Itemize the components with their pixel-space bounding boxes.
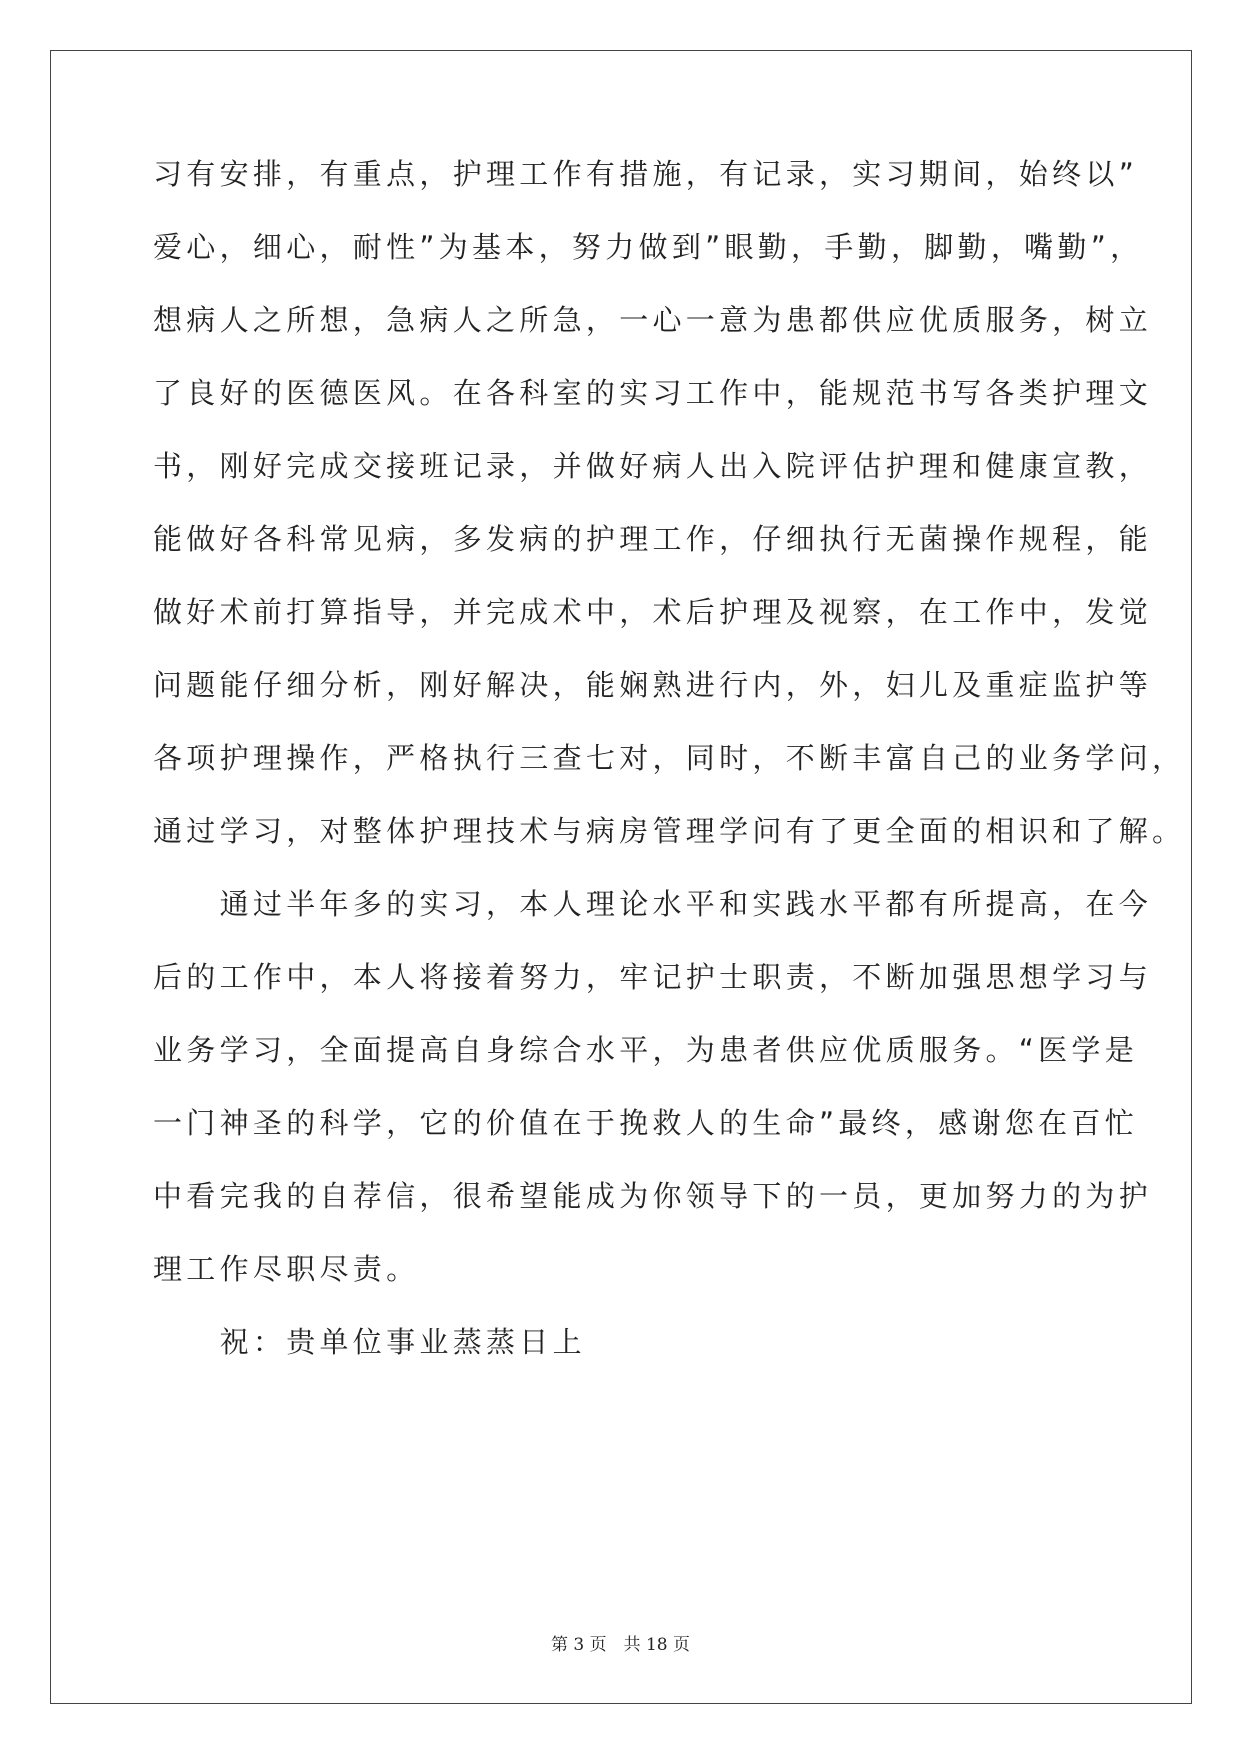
text-line: 通过半年多的实习，本人理论水平和实践水平都有所提高，在今: [153, 887, 1153, 921]
text-line: 爱心，细心，耐性”为基本，努力做到”眼勤，手勤，脚勤，嘴勤”，: [153, 230, 1144, 264]
text-line: 理工作尽职尽责。: [153, 1252, 420, 1286]
text-line: 了良好的医德医风。在各科室的实习工作中，能规范书写各类护理文: [153, 376, 1153, 410]
text-line: 各项护理操作，严格执行三查七对，同时，不断丰富自己的业务学问，: [153, 741, 1186, 775]
text-line: 业务学习，全面提高自身综合水平，为患者供应优质服务。“医学是: [153, 1033, 1139, 1067]
text-line: 祝：贵单位事业蒸蒸日上: [153, 1325, 586, 1359]
text-line: 中看完我的自荐信，很希望能成为你领导下的一员，更加努力的为护: [153, 1179, 1153, 1213]
text-line: 能做好各科常见病，多发病的护理工作，仔细执行无菌操作规程，能: [153, 522, 1153, 556]
text-line: 通过学习，对整体护理技术与病房管理学问有了更全面的相识和了解。: [153, 814, 1186, 848]
text-line: 做好术前打算指导，并完成术中，术后护理及视察，在工作中，发觉: [153, 595, 1153, 629]
page-border: [50, 50, 1192, 1704]
text-line: 一门神圣的科学，它的价值在于挽救人的生命”最终，感谢您在百忙: [153, 1106, 1139, 1140]
text-line: 想病人之所想，急病人之所急，一心一意为患都供应优质服务，树立: [153, 303, 1153, 337]
text-line: 后的工作中，本人将接着努力，牢记护士职责，不断加强思想学习与: [153, 960, 1153, 994]
page-number: 第 3 页 共 18 页: [550, 1635, 691, 1655]
text-line: 问题能仔细分析，刚好解决，能娴熟进行内，外，妇儿及重症监护等: [153, 668, 1153, 702]
text-line: 习有安排，有重点，护理工作有措施，有记录，实习期间，始终以”: [153, 157, 1139, 191]
text-line: 书，刚好完成交接班记录，并做好病人出入院评估护理和健康宣教，: [153, 449, 1153, 483]
